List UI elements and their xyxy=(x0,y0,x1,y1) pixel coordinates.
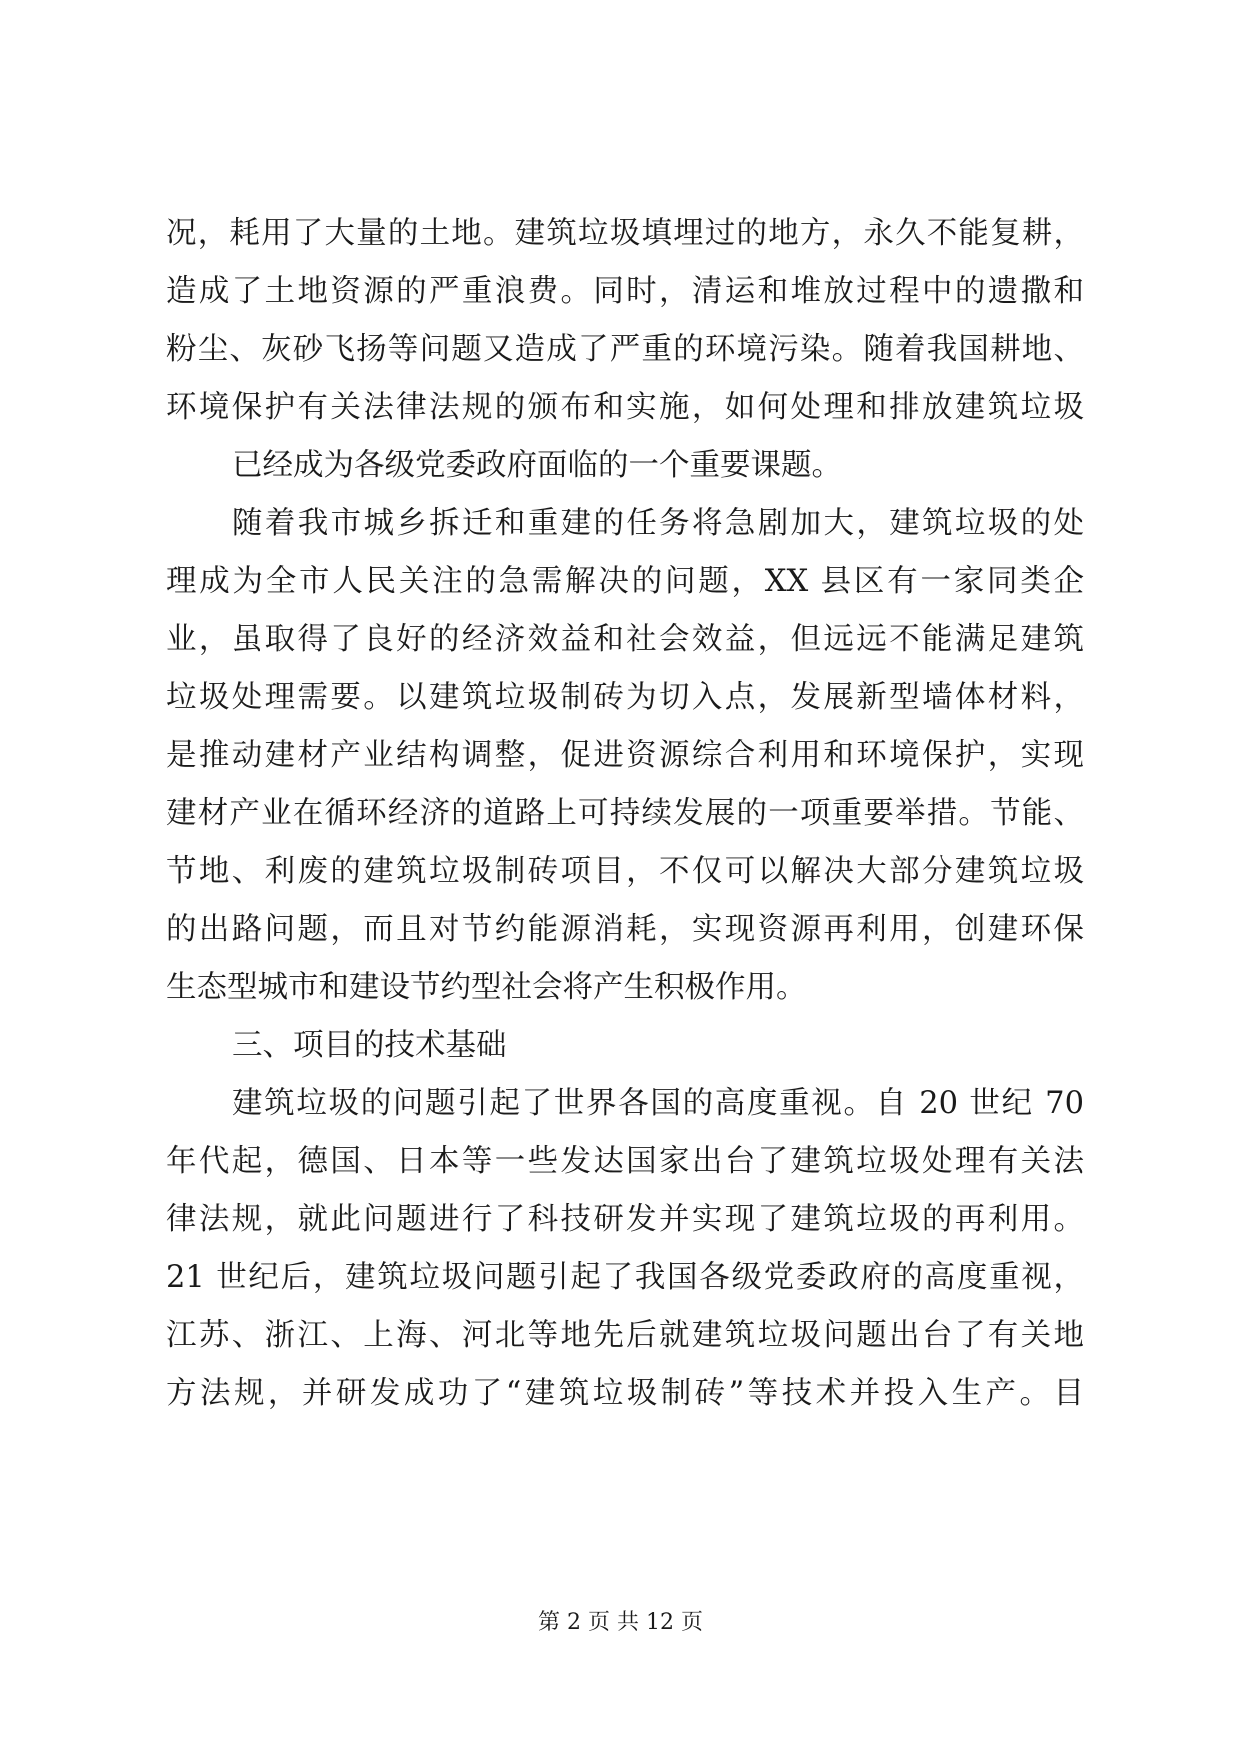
body-line: 垃圾处理需要。以建筑垃圾制砖为切入点，发展新型墙体材料， xyxy=(166,680,1084,715)
body-line: 21 世纪后，建筑垃圾问题引起了我国各级党委政府的高度重视， xyxy=(166,1260,1084,1295)
body-line: 理成为全市人民关注的急需解决的问题，XX 县区有一家同类企 xyxy=(166,564,1084,599)
body-line: 造成了土地资源的严重浪费。同时，清运和堆放过程中的遗撒和 xyxy=(166,274,1084,309)
body-line: 况，耗用了大量的土地。建筑垃圾填埋过的地方，永久不能复耕， xyxy=(166,216,1084,251)
body-line: 江苏、浙江、上海、河北等地先后就建筑垃圾问题出台了有关地 xyxy=(166,1318,1084,1353)
body-line: 随着我市城乡拆迁和重建的任务将急剧加大，建筑垃圾的处 xyxy=(232,506,1084,541)
body-line: 的出路问题，而且对节约能源消耗，实现资源再利用，创建环保 xyxy=(166,912,1084,947)
body-line: 生态型城市和建设节约型社会将产生积极作用。 xyxy=(166,970,807,1005)
body-line: 节地、利废的建筑垃圾制砖项目，不仅可以解决大部分建筑垃圾 xyxy=(166,854,1084,889)
body-line: 年代起，德国、日本等一些发达国家出台了建筑垃圾处理有关法 xyxy=(166,1144,1084,1179)
body-line: 律法规，就此问题进行了科技研发并实现了建筑垃圾的再利用。 xyxy=(166,1202,1084,1237)
page-number-footer: 第 2 页 共 12 页 xyxy=(538,1610,703,1635)
body-line: 建材产业在循环经济的道路上可持续发展的一项重要举措。节能、 xyxy=(166,796,1084,831)
body-line: 粉尘、灰砂飞扬等问题又造成了严重的环境污染。随着我国耕地、 xyxy=(166,332,1084,367)
body-line: 建筑垃圾的问题引起了世界各国的高度重视。自 20 世纪 70 xyxy=(232,1086,1084,1121)
body-line: 是推动建材产业结构调整，促进资源综合利用和环境保护，实现 xyxy=(166,738,1084,773)
body-line: 环境保护有关法律法规的颁布和实施，如何处理和排放建筑垃圾 xyxy=(166,390,1084,425)
body-line: 方法规，并研发成功了“建筑垃圾制砖”等技术并投入生产。目 xyxy=(166,1376,1084,1411)
body-line: 已经成为各级党委政府面临的一个重要课题。 xyxy=(232,448,842,483)
section-heading: 三、项目的技术基础 xyxy=(232,1028,507,1063)
body-line: 业，虽取得了良好的经济效益和社会效益，但远远不能满足建筑 xyxy=(166,622,1084,657)
